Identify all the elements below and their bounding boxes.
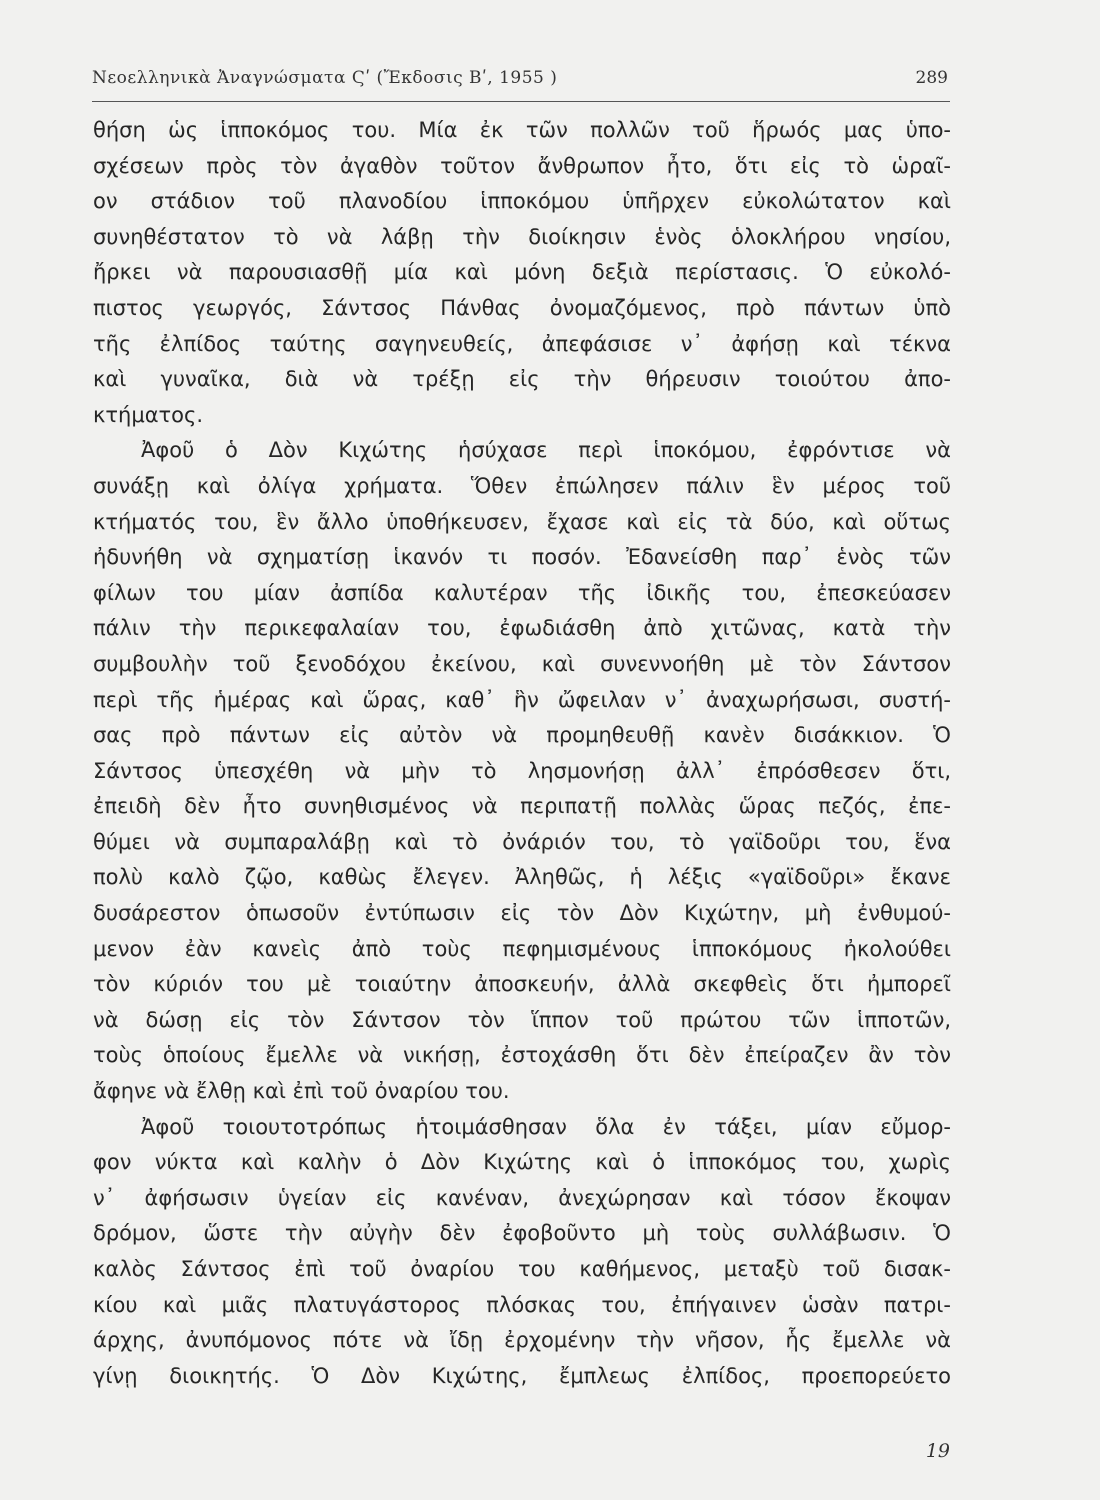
body-text: [93, 113, 951, 1394]
text-line: φίλων του μίαν ἀσπίδα καλυτέραν τῆς ἰδικῆς του, ἐπεσκεύασεν: [93, 580, 951, 605]
text-line: κτήματός του, ἓν ἄλλο ὑποθήκευσεν, ἔχασε καὶ εἰς τὰ δύο, καὶ οὕτως: [93, 509, 951, 534]
text-line: σχέσεων πρὸς τὸν ἀγαθὸν τοῦτον ἄνθρωπον ἦτο, ὅτι εἰς τὸ ὡραῖ-: [93, 153, 951, 178]
text-line: κίου καὶ μιᾶς πλατυγάστορος πλόσκας του, ἐπήγαινεν ὡσὰν πατρι-: [93, 1292, 951, 1317]
text-line-paragraph-start: Ἀφοῦ τοιουτοτρόπως ἡτοιμάσθησαν ὅλα ἐν τάξει, μίαν εὔμορ-: [141, 1114, 951, 1139]
text-line: ον στάδιον τοῦ πλανοδίου ἱπποκόμου ὑπῆρχεν εὐκολώτατον καὶ: [93, 189, 951, 214]
running-head-title: Νεοελληνικὰ Ἀναγνώσματα Ϛʹ (Ἔκδοσις Βʹ, 1955 ): [92, 68, 558, 88]
text-line: γίνῃ διοικητής. Ὁ Δὸν Κιχώτης, ἔμπλεως ἐλπίδος, προεπορεύετο: [93, 1363, 951, 1388]
running-head: [92, 68, 948, 98]
text-line: σας πρὸ πάντων εἰς αὐτὸν νὰ προμηθευθῇ κανὲν δισάκκιον. Ὁ: [93, 723, 951, 748]
text-line: κτήματος.: [93, 402, 204, 427]
text-line: καλὸς Σάντσος ἐπὶ τοῦ ὀναρίου του καθήμενος, μεταξὺ τοῦ δισακ-: [93, 1257, 951, 1281]
text-line: ἐπειδὴ δὲν ἦτο συνηθισμένος νὰ περιπατῇ πολλὰς ὥρας πεζός, ἐπε-: [93, 794, 951, 819]
text-line: μενον ἐὰν κανεὶς ἀπὸ τοὺς πεφημισμένους ἱπποκόμους ἠκολούθει: [93, 936, 951, 961]
text-line: τῆς ἐλπίδος ταύτης σαγηνευθείς, ἀπεφάσισε ν᾿ ἀφήσῃ καὶ τέκνα: [93, 331, 951, 356]
text-line: ἄφηνε νὰ ἔλθῃ καὶ ἐπὶ τοῦ ὀναρίου του.: [93, 1079, 510, 1104]
text-line: πιστος γεωργός, Σάντσος Πάνθας ὀνομαζόμενος, πρὸ πάντων ὑπὸ: [93, 295, 951, 320]
text-line: θήση ὡς ἱπποκόμος του. Μία ἐκ τῶν πολλῶν τοῦ ἥρωός μας ὑπο-: [93, 118, 951, 142]
text-line: ἠδυνήθη νὰ σχηματίσῃ ἱκανόν τι ποσόν. Ἐδανείσθη παρ᾿ ἑνὸς τῶν: [93, 545, 951, 570]
text-line-paragraph-start: Ἀφοῦ ὁ Δὸν Κιχώτης ἡσύχασε περὶ ἱποκόμου, ἐφρόντισε νὰ: [141, 438, 951, 463]
text-line: τὸν κύριόν του μὲ τοιαύτην ἀποσκευήν, ἀλλὰ σκεφθεὶς ὅτι ἠμπορεῖ: [93, 972, 951, 997]
text-line: περὶ τῆς ἡμέρας καὶ ὥρας, καθ᾿ ἣν ὤφειλαν ν᾿ ἀναχωρήσωσι, συστή-: [93, 687, 951, 712]
text-line: άρχης, ἀνυπόμονος πότε νὰ ἴδῃ ἐρχομένην τὴν νῆσον, ἧς ἔμελλε νὰ: [93, 1328, 951, 1353]
printer-signature-mark: 19: [925, 1440, 950, 1462]
text-line: φον νύκτα καὶ καλὴν ὁ Δὸν Κιχώτης καὶ ὁ ἱπποκόμος του, χωρὶς: [93, 1150, 951, 1175]
text-line: δυσάρεστον ὁπωσοῦν ἐντύπωσιν εἰς τὸν Δὸν Κιχώτην, μὴ ἐνθυμού-: [93, 901, 951, 926]
text-line: πάλιν τὴν περικεφαλαίαν του, ἐφωδιάσθη ἀπὸ χιτῶνας, κατὰ τὴν: [93, 616, 951, 641]
text-line: πολὺ καλὸ ζῷο, καθὼς ἔλεγεν. Ἀληθῶς, ἡ λέξις «γαϊδοῦρι» ἔκανε: [93, 865, 951, 890]
text-line: συνάξῃ καὶ ὀλίγα χρήματα. Ὅθεν ἐπώλησεν πάλιν ἓν μέρος τοῦ: [93, 473, 951, 498]
text-line: συμβουλὴν τοῦ ξενοδόχου ἐκείνου, καὶ συνεννοήθη μὲ τὸν Σάντσον: [93, 651, 951, 676]
text-line: συνηθέστατον τὸ νὰ λάβῃ τὴν διοίκησιν ἑνὸς ὁλοκλήρου νησίου,: [93, 224, 951, 249]
text-line: δρόμον, ὥστε τὴν αὐγὴν δὲν ἐφοβοῦντο μὴ τοὺς συλλάβωσιν. Ὁ: [93, 1221, 951, 1246]
header-rule: [92, 101, 950, 102]
text-line: καὶ γυναῖκα, διὰ νὰ τρέξῃ εἰς τὴν θήρευσιν τοιούτου ἀπο-: [93, 367, 951, 392]
text-line: τοὺς ὁποίους ἔμελλε νὰ νικήσῃ, ἐστοχάσθη ὅτι δὲν ἐπείραζεν ἂν τὸν: [93, 1043, 951, 1068]
page-number: 289: [915, 68, 948, 88]
text-line: ἤρκει νὰ παρουσιασθῇ μία καὶ μόνη δεξιὰ περίστασις. Ὁ εὐκολό-: [93, 260, 951, 285]
text-line: θύμει νὰ συμπαραλάβῃ καὶ τὸ ὀνάριόν του, τὸ γαϊδοῦρι του, ἕνα: [93, 829, 951, 854]
text-line: νὰ δώσῃ εἰς τὸν Σάντσον τὸν ἵππον τοῦ πρώτου τῶν ἱπποτῶν,: [93, 1007, 951, 1032]
text-line: Σάντσος ὑπεσχέθη νὰ μὴν τὸ λησμονήσῃ ἀλλ᾿ ἐπρόσθεσεν ὅτι,: [93, 758, 951, 783]
text-line: ν᾿ ἀφήσωσιν ὑγείαν εἰς κανέναν, ἀνεχώρησαν καὶ τόσον ἔκοψαν: [93, 1185, 951, 1210]
